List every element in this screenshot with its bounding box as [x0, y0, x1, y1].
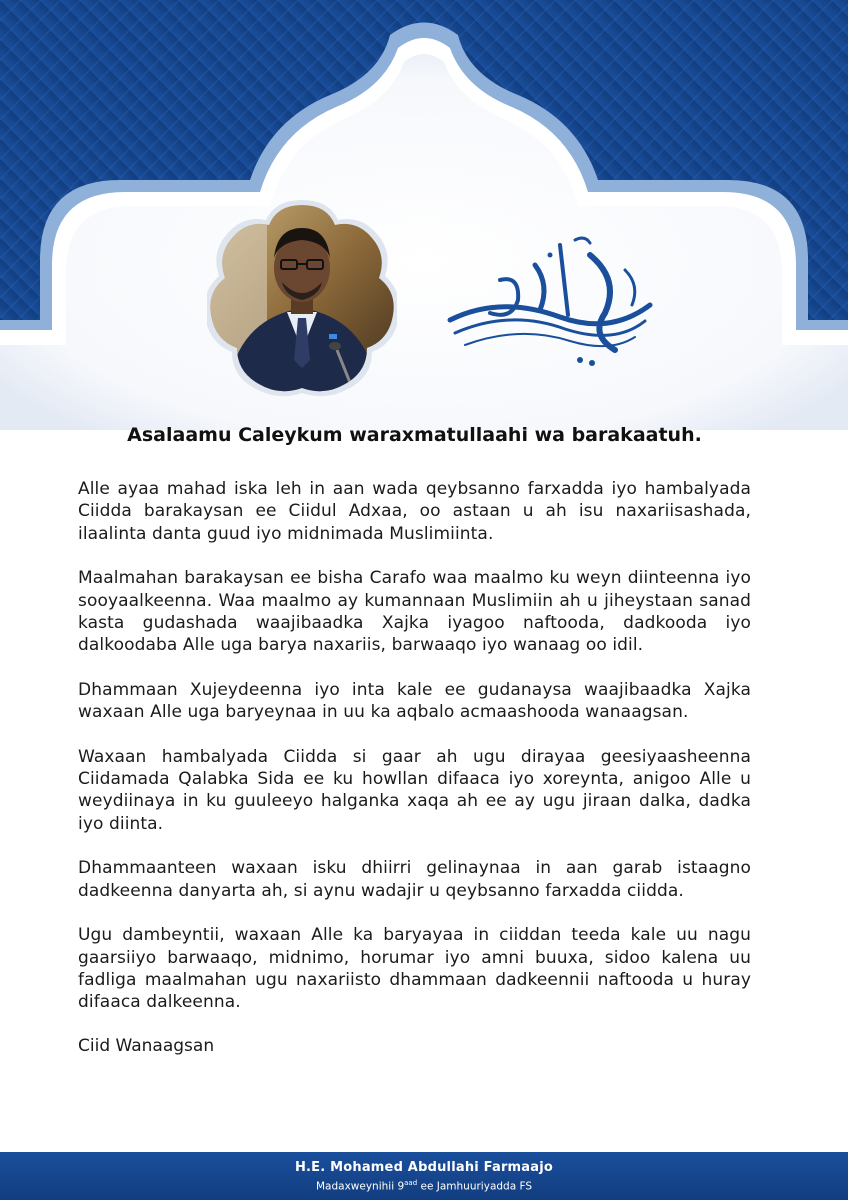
footer [0, 1152, 848, 1200]
header-background [0, 0, 848, 430]
title-prefix: Madaxweynihii 9 [315, 1180, 405, 1193]
greeting: Asalaamu Caleykum waraxmatullaahi wa barakaatuh. [127, 424, 702, 446]
eid-mubarak-calligraphy [440, 225, 660, 375]
letter-body [78, 424, 751, 1056]
title-suffix: ee Jamhuuriyadda FS [417, 1180, 532, 1193]
paragraph-2: Maalmahan barakaysan ee bisha Carafo waa maalmo ku weyn diinteenna iyo sooyaalkeenna. Waa maalmo ay kumannaan Muslimiin ah u jiheystaan sanad kasta gudashada waajibaadka Xajka iyagoo naftooda, dadkooda iyo dalkoodaba Alle uga barya naxariis, barwaaqo iyo wanaag oo idil. [78, 568, 751, 656]
closing: Ciid Wanaagsan [78, 1035, 215, 1056]
signatory-name: H.E. Mohamed Abdullahi Farmaajo [294, 1160, 554, 1175]
paragraph-6: Ugu dambeyntii, waxaan Alle ka baryayaa in ciiddan teeda kale uu nagu gaarsiiyo barwaaqo, midnimo, horumar iyo amni buuxa, sidoo kalena uu fadliga maalmahan ugu naxariisto dhammaan dadkeennii naftooda u huray difaaca dalkeenna. [78, 925, 751, 1013]
signatory-title [0, 1179, 848, 1193]
paragraph-3: Dhammaan Xujeydeenna iyo inta kale ee gudanaysa waajibaadka Xajka waxaan Alle uga baryeynaa in uu ka aqbalo acmaashooda wanaagsan. [78, 679, 751, 723]
paragraph-5: Dhammaanteen waxaan isku dhiirri gelinaynaa in aan garab istaagno dadkeenna danyarta ah, si aynu wadajir u qeybsanno farxadda ciidda. [78, 858, 751, 901]
portrait-frame [207, 200, 397, 400]
title-ordinal: aad [404, 1179, 418, 1187]
paragraph-1: Alle ayaa mahad iska leh in aan wada qeybsanno farxadda iyo hambalyada Ciidda barakaysan ee Ciidul Adxaa, oo astaan u ah isu naxariisashada, ilaalinta danta guud iyo midnimada Muslimiinta. [78, 479, 751, 544]
paragraph-4: Waxaan hambalyada Ciidda si gaar ah ugu dirayaa geesiyaasheenna Ciidamada Qalabka Sida ee ku howllan difaaca iyo xoreynta, anigoo Alle u weydiinaya in ku guuleeyo halganka xaqa ah ee ay ugu jiraan dalka, dadka iyo diinta. [78, 746, 751, 834]
